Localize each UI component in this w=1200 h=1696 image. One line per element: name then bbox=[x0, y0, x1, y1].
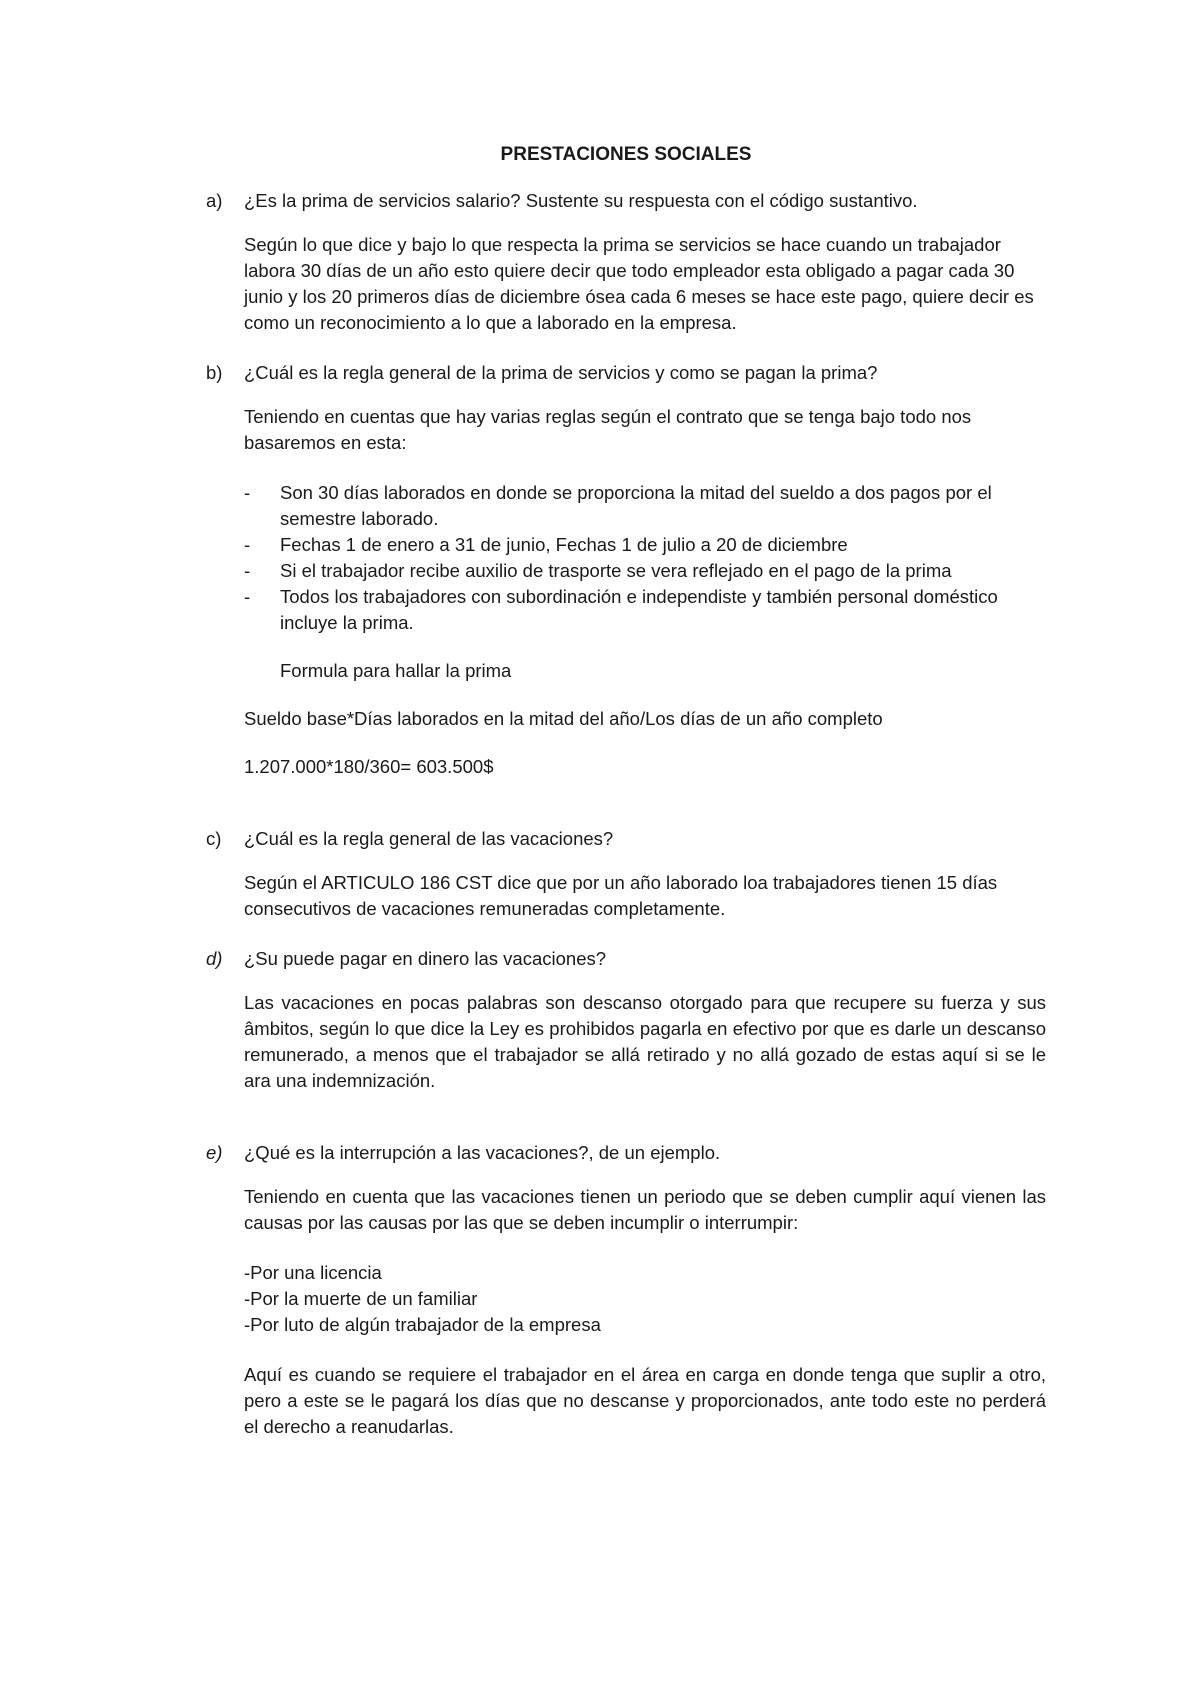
causes-list bbox=[206, 1260, 1046, 1338]
answer-e-conclusion: Aquí es cuando se requiere el trabajador en el área en carga en donde tenga que suplir a otro, pero a este se le pagará los días que no descanse y proporcionados, ante todo este no perderá el derecho a reanudarlas. bbox=[244, 1364, 1046, 1437]
answer-a: Según lo que dice y bajo lo que respecta la prima se servicios se hace cuando un trabajador labora 30 días de un año esto quiere decir que todo empleador esta obligado a pagar cada 30 junio y los 20 primeros días de diciembre ósea cada 6 meses se hace este pago, quiere decir es como un reconocimiento a lo que a laborado en la empresa. bbox=[244, 234, 1034, 333]
answer-c: Según el ARTICULO 186 CST dice que por un año laborado loa trabajadores tienen 15 días consecutivos de vacaciones remuneradas completamente. bbox=[244, 872, 998, 919]
list-item: -Por la muerte de un familiar bbox=[244, 1288, 478, 1309]
question-b bbox=[206, 360, 1046, 386]
answer-e-intro: Teniendo en cuenta que las vacaciones tienen un periodo que se deben cumplir aquí vienen las causas por las causas por las que se deben incumplir o interrumpir: bbox=[244, 1186, 1046, 1233]
bullet-dash: - bbox=[244, 534, 251, 555]
question-text: ¿Cuál es la regla general de la prima de servicios y como se pagan la prima? bbox=[244, 362, 878, 383]
list-item-text: Si el trabajador recibe auxilio de trasporte se vera reflejado en el pago de la prima bbox=[280, 560, 952, 581]
question-text: ¿Es la prima de servicios salario? Sustente su respuesta con el código sustantivo. bbox=[244, 190, 918, 211]
question-text: ¿Su puede pagar en dinero las vacaciones? bbox=[244, 948, 607, 969]
list-item-text: Todos los trabajadores con subordinación e independiste y también personal doméstico incluye la prima. bbox=[280, 586, 998, 633]
list-item: -Por una licencia bbox=[244, 1262, 382, 1283]
bullet-list bbox=[206, 480, 1046, 636]
question-e bbox=[206, 1140, 1046, 1166]
bullet-dash: - bbox=[244, 482, 251, 503]
list-item bbox=[244, 480, 1046, 532]
document-body bbox=[206, 142, 1046, 1464]
list-item-text: Son 30 días laborados en donde se proporciona la mitad del sueldo a dos pagos por el semestre laborado. bbox=[280, 482, 992, 529]
question-c bbox=[206, 826, 1046, 852]
answer-b-intro: Teniendo en cuentas que hay varias reglas según el contrato que se tenga bajo todo nos basaremos en esta: bbox=[244, 406, 972, 453]
question-d bbox=[206, 946, 1046, 972]
list-item bbox=[244, 584, 1046, 636]
formula-example: 1.207.000*180/360= 603.500$ bbox=[244, 756, 494, 777]
question-label: e) bbox=[206, 1142, 223, 1163]
list-item-text: Fechas 1 de enero a 31 de junio, Fechas 1 de julio a 20 de diciembre bbox=[280, 534, 848, 555]
document-title: PRESTACIONES SOCIALES bbox=[500, 144, 752, 165]
formula: Sueldo base*Días laborados en la mitad del año/Los días de un año completo bbox=[244, 708, 883, 729]
question-text: ¿Qué es la interrupción a las vacaciones?, de un ejemplo. bbox=[244, 1142, 721, 1163]
formula-heading: Formula para hallar la prima bbox=[280, 660, 512, 681]
question-a bbox=[206, 188, 1046, 214]
bullet-dash: - bbox=[244, 586, 251, 607]
question-label: b) bbox=[206, 362, 223, 383]
list-item: -Por luto de algún trabajador de la empresa bbox=[244, 1314, 601, 1335]
answer-d: Las vacaciones en pocas palabras son descanso otorgado para que recupere su fuerza y sus âmbitos, según lo que dice la Ley es prohibidos pagarla en efectivo por que es darle un descanso remunerado, a menos que el trabajador se allá retirado y no allá gozado de estas aquí si se le ara una indemnización. bbox=[244, 992, 1046, 1091]
question-label: a) bbox=[206, 190, 223, 211]
list-item bbox=[244, 532, 1046, 558]
question-label: c) bbox=[206, 828, 222, 849]
bullet-dash: - bbox=[244, 560, 251, 581]
question-label: d) bbox=[206, 948, 223, 969]
list-item bbox=[244, 558, 1046, 584]
question-text: ¿Cuál es la regla general de las vacaciones? bbox=[244, 828, 614, 849]
